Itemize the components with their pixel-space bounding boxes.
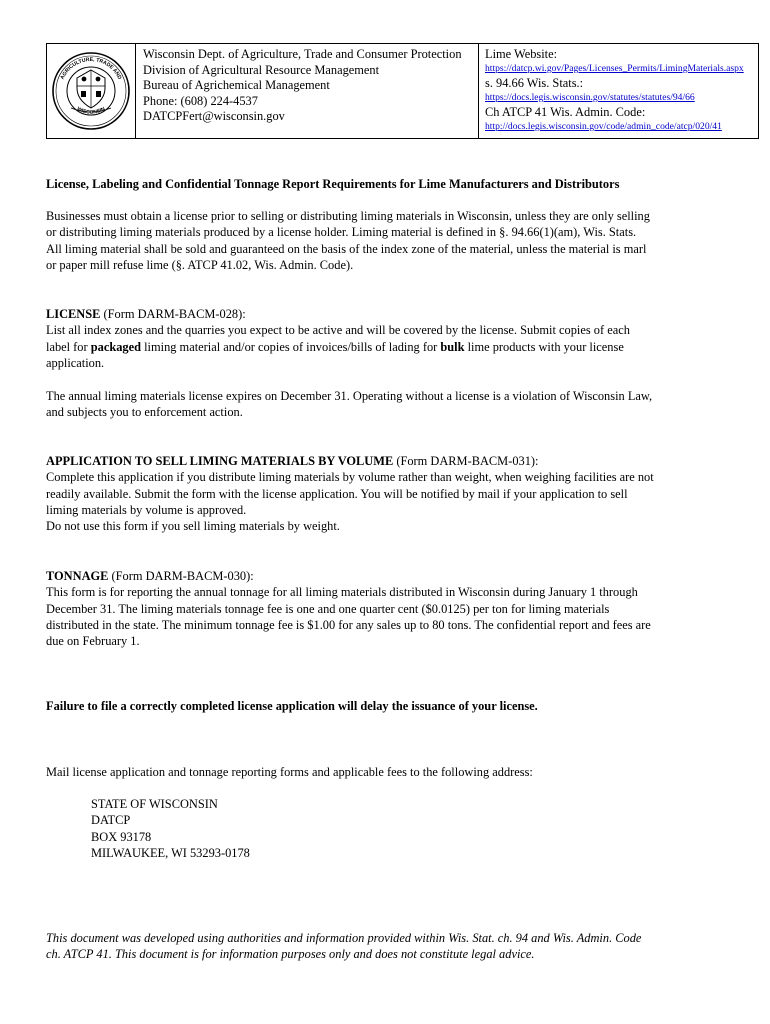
stats-link[interactable]: https://docs.legis.wisconsin.gov/statutes/statutes/94/66 (485, 92, 695, 103)
phone: Phone: (608) 224-4537 (143, 93, 258, 108)
admin-code-link[interactable]: http://docs.legis.wisconsin.gov/code/admin_code/atcp/020/41 (485, 121, 722, 132)
page-title: License, Labeling and Confidential Tonnage Report Requirements for Lime Manufacturers and Distributors (46, 177, 620, 191)
tonnage-form: (Form DARM-BACM-030): (108, 569, 254, 583)
volume-section (46, 453, 730, 534)
stats-label: s. 94.66 Wis. Stats.: (485, 76, 584, 90)
tonnage-line: due on February 1. (46, 634, 140, 649)
volume-form: (Form DARM-BACM-031): (393, 454, 539, 468)
datcp-seal-logo (51, 48, 131, 134)
agency-name: Wisconsin Dept. of Agriculture, Trade and Consumer Protection (143, 47, 462, 61)
license-form: (Form DARM-BACM-028): (100, 307, 246, 321)
lime-website-link[interactable]: https://datcp.wi.gov/Pages/Licenses_Permits/LimingMaterials.aspx (485, 63, 744, 74)
tonnage-line: December 31. The liming materials tonnage fee is one and one quarter cent ($0.0125) per ton for liming materials (46, 601, 610, 616)
mail-intro: Mail license application and tonnage reporting forms and applicable fees to the following address: (46, 765, 533, 779)
tonnage-section (46, 568, 730, 649)
license-section (46, 306, 730, 371)
address-line: BOX 93178 (91, 829, 152, 844)
email: DATCPFert@wisconsin.gov (143, 109, 285, 124)
volume-line: Complete this application if you distribute liming materials by volume rather than weight, when weighing facilities are not (46, 470, 654, 485)
volume-line: Do not use this form if you sell liming materials by weight. (46, 519, 340, 534)
warning-text: Failure to file a correctly completed license application will delay the issuance of your license. (46, 699, 538, 713)
volume-line: readily available. Submit the form with the license application. You will be notified by mail if your application to sell (46, 486, 628, 501)
tonnage-heading: TONNAGE (46, 569, 109, 583)
address-line: DATCP (91, 813, 131, 828)
reference-links (479, 44, 758, 138)
intro-line: Businesses must obtain a license prior to selling or distributing liming materials in Wisconsin, unless they are only selling (46, 209, 650, 223)
mailing-address (91, 796, 250, 861)
license-line-2: label for packaged liming material and/or copies of invoices/bills of lading for bulk lime products with your license (46, 339, 624, 354)
seal-bottom-text: WISCONSIN (75, 106, 107, 116)
license-heading: LICENSE (46, 307, 101, 321)
header-box (46, 43, 759, 139)
volume-heading: APPLICATION TO SELL LIMING MATERIALS BY VOLUME (46, 454, 394, 468)
intro-paragraph (46, 208, 730, 273)
intro-line: or paper mill refuse lime (§. ATCP 41.02, Wis. Admin. Code). (46, 257, 354, 272)
intro-line: or distributing liming materials produced by a license holder. Liming material is defined in §. 94.66(1)(am), Wis. Stats. (46, 225, 637, 240)
seal-cell (47, 44, 136, 138)
license-line: List all index zones and the quarries you expect to be active and will be covered by the license. Submit copies of each (46, 323, 630, 338)
expiry-line: and subjects you to enforcement action. (46, 405, 243, 420)
expiry-line: The annual liming materials license expires on December 31. Operating without a license is a violation of Wisconsin Law, (46, 389, 653, 403)
volume-line: liming materials by volume is approved. (46, 502, 247, 517)
address-line: STATE OF WISCONSIN (91, 797, 218, 811)
seal-top-text: AGRICULTURE, TRADE AND (59, 56, 123, 81)
admin-code-label: Ch ATCP 41 Wis. Admin. Code: (485, 105, 646, 119)
license-expiry-paragraph (46, 388, 730, 421)
agency-info (136, 44, 479, 138)
disclaimer (46, 930, 730, 963)
tonnage-line: distributed in the state. The minimum tonnage fee is $1.00 for any sales up to 80 tons. The confidential report and fees are (46, 617, 651, 632)
division-name: Division of Agricultural Resource Management (143, 62, 380, 77)
address-line: MILWAUKEE, WI 53293-0178 (91, 845, 250, 860)
lime-website-label: Lime Website: (485, 47, 558, 61)
disclaimer-line: ch. ATCP 41. This document is for information purposes only and does not constitute legal advice. (46, 947, 535, 962)
license-line: application. (46, 355, 105, 370)
bureau-name: Bureau of Agrichemical Management (143, 78, 330, 93)
disclaimer-line: This document was developed using authorities and information provided within Wis. Stat. ch. 94 and Wis. Admin. Code (46, 931, 642, 945)
intro-line: All liming material shall be sold and guaranteed on the basis of the index zone of the material, unless the material is marl (46, 241, 647, 256)
tonnage-line: This form is for reporting the annual tonnage for all liming materials distributed in Wisconsin during January 1 through (46, 585, 638, 600)
